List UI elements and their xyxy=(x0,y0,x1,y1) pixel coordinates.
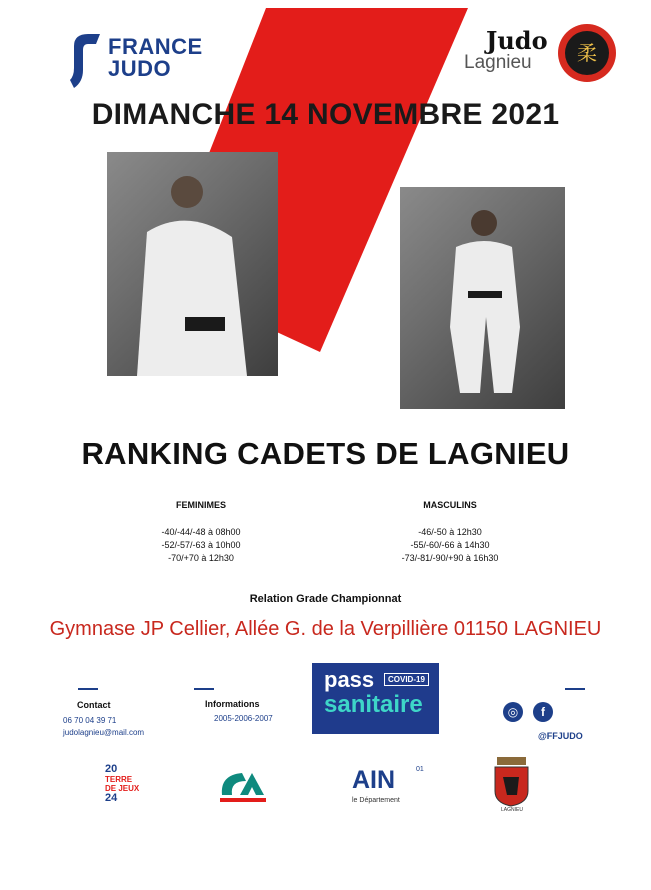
feminimes-heading: FEMINIMES xyxy=(175,500,226,510)
female-judoka-photo xyxy=(107,152,278,376)
terre-de-jeux-logo xyxy=(105,764,145,808)
covid-badge: COVID-19 xyxy=(384,673,429,686)
informations-years: 2005-2006-2007 xyxy=(214,714,273,723)
divider-dash xyxy=(194,688,214,690)
club-logo-word-lagnieu: Lagnieu xyxy=(464,52,532,73)
feminimes-schedule xyxy=(101,526,301,565)
club-logo-word-judo: Judo xyxy=(486,26,548,55)
event-date-heading: DIMANCHE 14 NOVEMBRE 2021 xyxy=(91,98,560,131)
masculins-line: -55/-60/-66 à 14h30 xyxy=(410,540,490,550)
masculins-line: -73/-81/-90/+90 à 16h30 xyxy=(401,553,499,563)
masculins-schedule xyxy=(350,526,550,565)
contact-label: Contact xyxy=(77,700,111,710)
facebook-icon[interactable]: f xyxy=(533,702,553,722)
lagnieu-crest-icon xyxy=(493,755,530,807)
pass-sanitaire-badge xyxy=(312,663,439,734)
france-judo-wordmark xyxy=(108,36,203,80)
ain-logo: AIN xyxy=(352,766,396,794)
contact-phone: 06 70 04 39 71 xyxy=(63,716,117,725)
france-judo-emblem-icon xyxy=(66,30,106,92)
svg-text:柔: 柔 xyxy=(577,41,597,65)
pass-word: pass xyxy=(324,667,375,692)
ain-number: 01 xyxy=(416,766,424,773)
relation-line: Relation Grade Championnat xyxy=(249,593,402,605)
divider-dash xyxy=(565,688,585,690)
credit-agricole-logo-icon xyxy=(216,765,270,805)
feminimes-line: -40/-44/-48 à 08h00 xyxy=(161,527,241,537)
masculins-line: -46/-50 à 12h30 xyxy=(418,527,482,537)
female-judoka-figure-icon xyxy=(107,152,278,376)
ain-subtitle: le Département xyxy=(352,797,400,804)
contact-email[interactable]: judolagnieu@mail.com xyxy=(63,728,145,737)
tdj-line: TERRE xyxy=(105,775,133,784)
france-judo-line-1: FRANCE xyxy=(108,34,203,59)
informations-label: Informations xyxy=(205,699,260,709)
divider-dash xyxy=(78,688,98,690)
tdj-line: 24 xyxy=(105,792,118,804)
tdj-line: DE JEUX xyxy=(105,784,140,793)
male-judoka-figure-icon xyxy=(400,187,565,409)
social-handle[interactable]: @FFJUDO xyxy=(538,731,583,741)
tdj-line: 20 xyxy=(105,763,118,775)
male-judoka-photo xyxy=(400,187,565,409)
club-emblem-icon xyxy=(556,22,618,84)
instagram-icon[interactable]: ◎ xyxy=(503,702,523,722)
event-title: RANKING CADETS DE LAGNIEU xyxy=(81,436,570,471)
feminimes-line: -70/+70 à 12h30 xyxy=(168,553,234,563)
crest-label: LAGNIEU xyxy=(501,807,523,813)
feminimes-line: -52/-57/-63 à 10h00 xyxy=(161,540,241,550)
venue-address: Gymnase JP Cellier, Allée G. de la Verpillière 01150 LAGNIEU xyxy=(49,618,602,640)
france-judo-line-2: JUDO xyxy=(108,56,172,81)
sanitaire-word: sanitaire xyxy=(324,691,423,718)
masculins-heading: MASCULINS xyxy=(423,500,477,510)
